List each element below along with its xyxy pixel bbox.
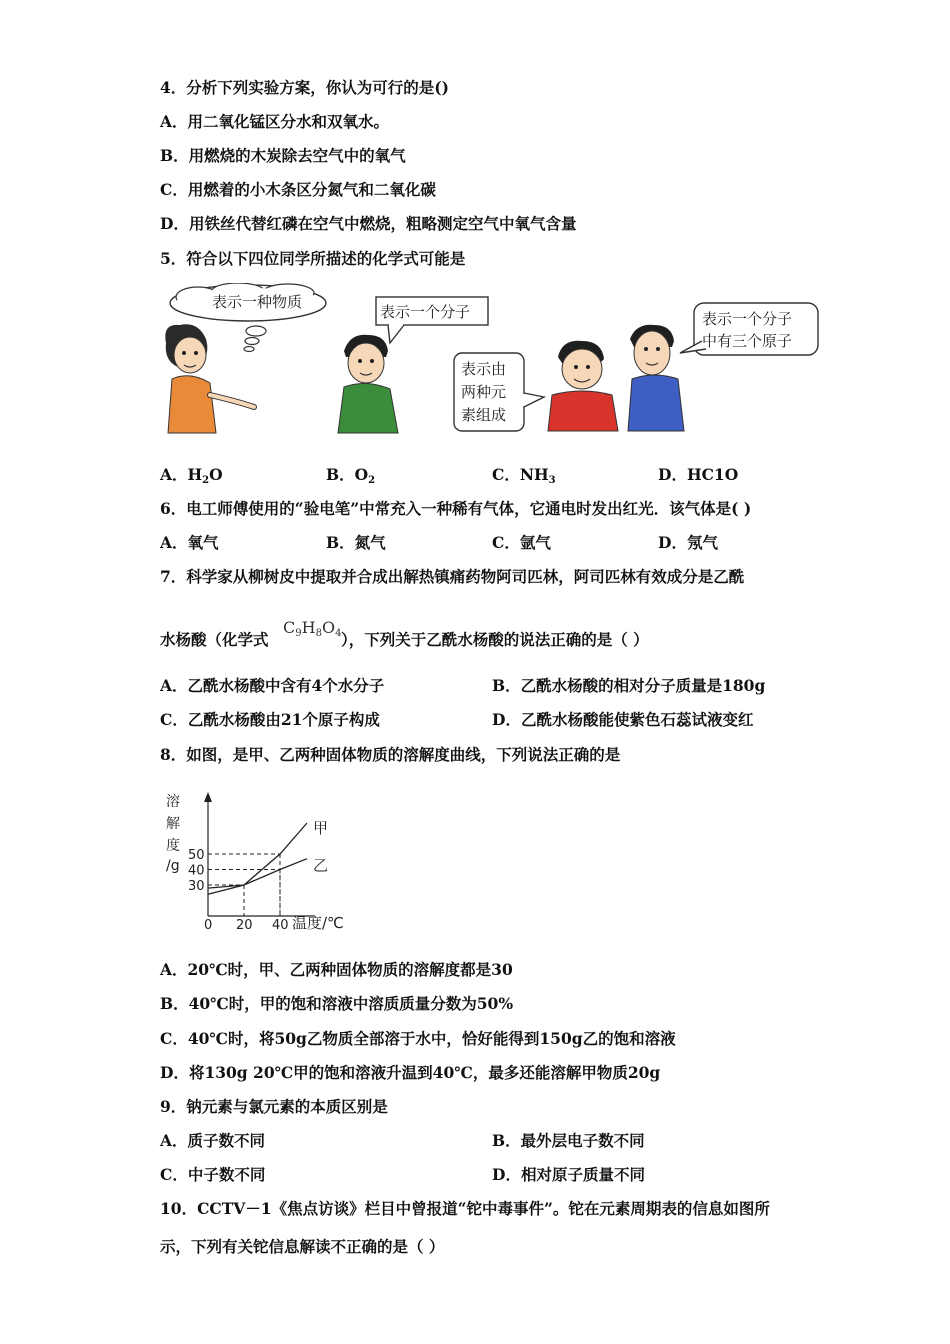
q9-option-a: A．质子数不同 [160, 1131, 266, 1150]
y-tick-label-1: 40 [188, 863, 205, 879]
y-axis-label-char-4: /g [166, 858, 180, 874]
q4-option-c: C．用燃着的小木条区分氮气和二氧化碳 [160, 180, 436, 199]
q4-option-a: A．用二氧化锰区分水和双氧水。 [160, 112, 390, 131]
q10-stem-line2: 示，下列有关铊信息解读不正确的是（ ） [160, 1237, 445, 1256]
y-axis-label-char-3: 度 [166, 838, 180, 854]
q9-option-c: C．中子数不同 [160, 1165, 266, 1184]
q6-option-a: A．氧气 [160, 533, 219, 552]
q7-option-d: D．乙酰水杨酸能使紫色石蕊试液变红 [492, 710, 754, 729]
q5-option-d: D．HC1O [658, 465, 739, 484]
solubility-chart [160, 788, 360, 938]
q7-option-b: B．乙酰水杨酸的相对分子质量是180g [492, 676, 766, 695]
q8-option-d: D．将130g 20℃甲的饱和溶液升温到40℃，最多还能溶解甲物质20g [160, 1063, 661, 1082]
q5-option-a: A．$H_2O$ [160, 465, 223, 486]
y-tick-label-2: 50 [188, 848, 205, 863]
q9-option-b: B．最外层电子数不同 [492, 1131, 645, 1150]
bubble-2-text: 表示一个分子 [380, 303, 471, 321]
boy-figure-3 [628, 325, 684, 431]
q10-stem-line1: 10．CCTV－1《焦点访谈》栏目中曾报道“铊中毒事件”。铊在元素周期表的信息如图所 [160, 1199, 770, 1218]
q4-option-d: D．用铁丝代替红磷在空气中燃烧，粗略测定空气中氧气含量 [160, 214, 577, 233]
series-line-0 [208, 823, 307, 894]
y-axis-label-char-1: 溶 [166, 794, 180, 810]
q6-option-b: B．氮气 [326, 533, 386, 552]
q6-option-c: C．氩气 [492, 533, 551, 552]
q8-option-c: C．40℃时，将50g乙物质全部溶于水中，恰好能得到150g乙的饱和溶液 [160, 1029, 676, 1048]
series-label-0: 甲 [313, 819, 329, 837]
bubble-3-line2: 两种元 [461, 383, 507, 401]
q5-option-b: B．$O_2$ [326, 465, 376, 486]
bubble-3-line3: 素组成 [461, 406, 507, 424]
q5-option-c: C．$NH_3$ [492, 465, 556, 486]
bubble-3-line1: 表示由 [461, 360, 507, 378]
series-label-1: 乙 [313, 856, 329, 875]
bubble-1-text: 表示一种物质 [212, 293, 303, 311]
q9-stem: 9．钠元素与氯元素的本质区别是 [160, 1097, 388, 1116]
speech-bubble-2 [376, 297, 488, 343]
q7-option-c: C．乙酰水杨酸由21个原子构成 [160, 710, 380, 729]
boy-figure-1 [338, 335, 398, 433]
bubble-4-line2: 中有三个原子 [702, 332, 793, 350]
bubble-4-line1: 表示一个分子 [702, 310, 793, 328]
x-tick-label-2: 40 [272, 918, 289, 933]
q6-option-d: D．氖气 [658, 533, 718, 552]
q7-stem-line2-prefix: 水杨酸（化学式 [160, 630, 269, 649]
speech-bubble-4 [680, 303, 818, 355]
q4-stem: 4．分析下列实验方案，你认为可行的是() [160, 78, 449, 97]
q8-option-b: B．40℃时，甲的饱和溶液中溶质质量分数为50% [160, 994, 514, 1013]
y-tick-label-0: 30 [188, 879, 205, 894]
x-tick-label-0: 0 [204, 918, 213, 933]
y-axis-label-char-2: 解 [166, 816, 180, 832]
x-axis-label: 温度/℃ [292, 914, 344, 932]
y-axis-arrow [204, 792, 212, 802]
boy-figure-2 [548, 341, 618, 431]
x-tick-label-1: 20 [236, 918, 253, 933]
q9-option-d: D．相对原子质量不同 [492, 1165, 645, 1184]
q7-option-a: A．乙酰水杨酸中含有4个水分子 [160, 676, 385, 695]
q8-stem: 8．如图，是甲、乙两种固体物质的溶解度曲线，下列说法正确的是 [160, 745, 621, 764]
q7-stem-line2-suffix: ），下列关于乙酰水杨酸的说法正确的是（ ） [341, 630, 649, 649]
q5-stem: 5．符合以下四位同学所描述的化学式可能是 [160, 249, 466, 268]
q7-stem-line1: 7．科学家从柳树皮中提取并合成出解热镇痛药物阿司匹林，阿司匹林有效成分是乙酰 [160, 567, 745, 586]
girl-figure [165, 324, 254, 433]
q4-option-b: B．用燃烧的木炭除去空气中的氧气 [160, 146, 406, 165]
q8-option-a: A．20℃时，甲、乙两种固体物质的溶解度都是30 [160, 960, 513, 979]
q6-stem: 6．电工师傅使用的“验电笔”中常充入一种稀有气体，它通电时发出红光．该气体是( ) [160, 499, 752, 518]
speech-bubble-3 [454, 353, 544, 431]
q5-cartoon-illustration [158, 283, 828, 443]
q7-chemical-formula: $C_9H_8O_4$ [283, 618, 342, 639]
